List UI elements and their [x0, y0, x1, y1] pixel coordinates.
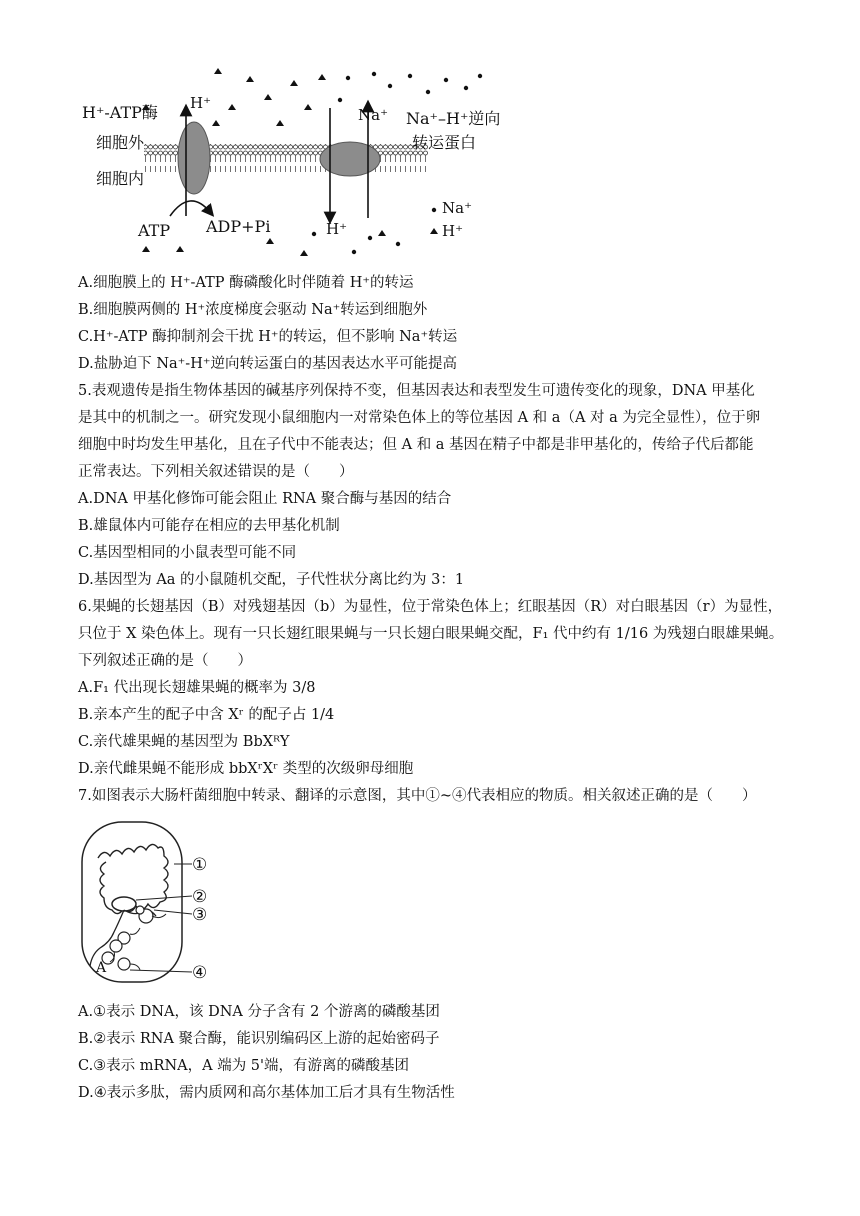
ribosomes [102, 906, 153, 970]
q7-option-b: B.②表示 RNA 聚合酶，能识别编码区上游的起始密码子 [78, 1031, 440, 1047]
q7-option-a: A.①表示 DNA，该 DNA 分子含有 2 个游离的磷酸基团 [78, 1004, 440, 1020]
q6-option-d: D.亲代雌果蝇不能形成 bbXʳXʳ 类型的次级卵母细胞 [78, 761, 414, 777]
q6-option-a: A.F₁ 代出现长翅雄果蝇的概率为 3/8 [78, 680, 316, 696]
atp-label: ATP [138, 221, 171, 240]
antiporter-label-2: 转运蛋白 [412, 133, 477, 152]
q5-option-d: D.基因型为 Aa 的小鼠随机交配，子代性状分离比约为 3：1 [78, 572, 465, 588]
leader-4 [130, 970, 192, 972]
h-atpase-label: H⁺-ATP酶 [82, 103, 158, 122]
antiporter-label-1: Na⁺–H⁺逆向 [406, 109, 501, 128]
q5-stem-line2: 是其中的机制之一。研究发现小鼠细胞内一对常染色体上的等位基因 A 和 a（A 对 a 为完全显性），位于卵 [78, 410, 761, 426]
label-1: ① [192, 855, 208, 875]
q7-option-c: C.③表示 mRNA，A 端为 5'端，有游离的磷酸基团 [78, 1058, 410, 1074]
label-3: ③ [192, 905, 208, 925]
q7-stem: 7.如图表示大肠杆菌细胞中转录、翻译的示意图，其中①~④代表相应的物质。相关叙述正确的是（ ） [78, 788, 757, 804]
q4-option-d: D.盐胁迫下 Na⁺-H⁺逆向转运蛋白的基因表达水平可能提高 [78, 356, 458, 372]
q5-stem-line1: 5.表观遗传是指生物体基因的碱基序列保持不变，但基因表达和表型发生可遗传变化的现象，DNA 甲基化 [78, 383, 755, 399]
h-atpase-protein [178, 122, 210, 194]
q6-option-c: C.亲代雄果蝇的基因型为 BbXᴿY [78, 734, 290, 750]
q5-stem-line3: 细胞中时均发生甲基化，且在子代中不能表达；但 A 和 a 基因在精子中都是非甲基化的，传给子代后都能 [78, 437, 754, 453]
na-top-label: Na⁺ [358, 106, 388, 124]
legend-triangle [430, 228, 438, 234]
q6-stem-line2: 只位于 X 染色体上。现有一只长翅红眼果蝇与一只长翅白眼果蝇交配，F₁ 代中约有 1/16 为残翅白眼雄果蝇。 [78, 626, 784, 642]
q4-option-a: A.细胞膜上的 H⁺-ATP 酶磷酸化时伴随着 H⁺的转运 [78, 275, 414, 291]
rna-polymerase [112, 897, 136, 911]
q5-option-b: B.雄鼠体内可能存在相应的去甲基化机制 [78, 518, 340, 534]
adp-pi-label: ADP+Pi [206, 217, 271, 236]
leader-2 [136, 896, 192, 900]
q4-option-c: C.H⁺-ATP 酶抑制剂会干扰 H⁺的转运，但不影响 Na⁺转运 [78, 329, 458, 345]
outside-label: 细胞外 [96, 133, 145, 152]
membrane-transport-figure [78, 66, 538, 266]
mrna-end-label: A [96, 960, 107, 976]
atp-hydrolysis-arrow [170, 201, 210, 216]
q5-option-c: C.基因型相同的小鼠表型可能不同 [78, 545, 297, 561]
q7-option-d: D.④表示多肽，需内质网和高尔基体加工后才具有生物活性 [78, 1085, 455, 1101]
leader-3 [154, 910, 192, 914]
h-bottom-label: H⁺ [326, 220, 347, 238]
h-top-label: H⁺ [190, 94, 211, 112]
q4-option-b: B.细胞膜两侧的 H⁺浓度梯度会驱动 Na⁺转运到细胞外 [78, 302, 428, 318]
legend-na-label: Na⁺ [442, 199, 472, 217]
q5-stem-line4: 正常表达。下列相关叙述错误的是（ ） [78, 464, 354, 480]
q6-stem-line1: 6.果蝇的长翅基因（B）对残翅基因（b）为显性，位于常染色体上；红眼基因（R）对白眼基因（r）为显性， [78, 599, 783, 615]
label-2: ② [192, 887, 208, 907]
antiporter-protein [320, 142, 380, 176]
q6-option-b: B.亲本产生的配子中含 Xʳ 的配子占 1/4 [78, 707, 335, 723]
ecoli-transcription-translation-figure [78, 818, 223, 986]
q6-stem-line3: 下列叙述正确的是（ ） [78, 653, 252, 669]
q5-option-a: A.DNA 甲基化修饰可能会阻止 RNA 聚合酶与基因的结合 [78, 491, 452, 507]
legend-h-label: H⁺ [442, 222, 463, 240]
label-4: ④ [192, 963, 208, 983]
inside-label: 细胞内 [96, 169, 145, 188]
